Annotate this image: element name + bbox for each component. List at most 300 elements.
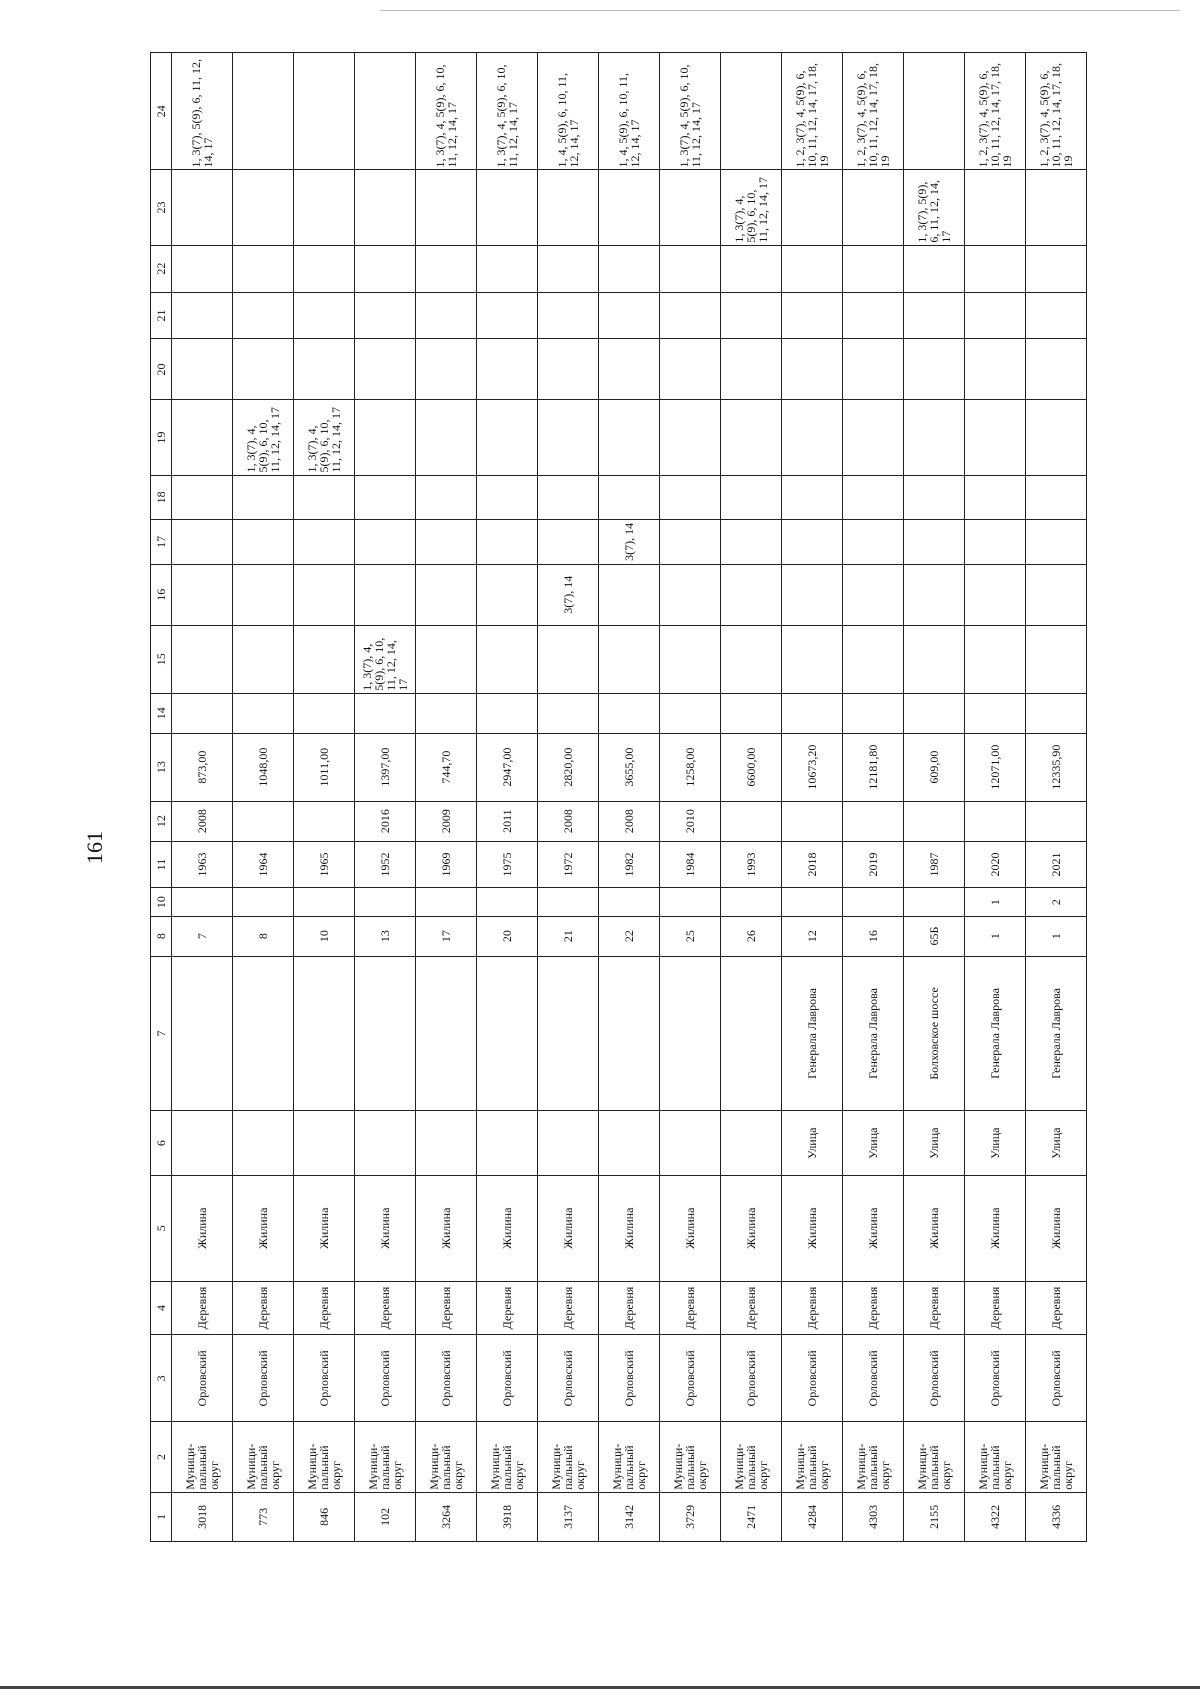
table-cell bbox=[965, 339, 1026, 400]
table-cell bbox=[477, 625, 538, 693]
table-cell bbox=[721, 245, 782, 292]
table-cell bbox=[416, 564, 477, 625]
table-cell bbox=[355, 53, 416, 171]
table-cell: Орловский bbox=[416, 1335, 477, 1422]
table-cell: Деревня bbox=[599, 1281, 660, 1335]
table-cell: Орловский bbox=[1026, 1335, 1087, 1422]
table-cell bbox=[843, 801, 904, 841]
column-header: 2 bbox=[151, 1422, 172, 1492]
table-cell bbox=[294, 520, 355, 565]
table-cell: Муници-пальный округ bbox=[721, 1422, 782, 1492]
column-header: 18 bbox=[151, 475, 172, 520]
table-cell: Орловский bbox=[355, 1335, 416, 1422]
bottom-scan-rule bbox=[0, 1686, 1200, 1689]
table-cell bbox=[416, 245, 477, 292]
table-cell bbox=[355, 400, 416, 475]
table-cell: 1 bbox=[965, 916, 1026, 956]
table-cell bbox=[843, 170, 904, 245]
table-cell bbox=[599, 400, 660, 475]
table-cell: 1397,00 bbox=[355, 733, 416, 801]
table-cell: Генерала Лаврова bbox=[782, 956, 843, 1111]
table-cell: 1, 3(7), 4, 5(9), 6, 10, 11, 12, 14, 17 bbox=[294, 400, 355, 475]
table-cell bbox=[416, 888, 477, 916]
table-cell bbox=[660, 956, 721, 1111]
table-cell bbox=[294, 564, 355, 625]
table-cell: Муници-пальный округ bbox=[416, 1422, 477, 1492]
table-cell: Орловский bbox=[538, 1335, 599, 1422]
table-cell bbox=[1026, 801, 1087, 841]
table-cell: 2471 bbox=[721, 1492, 782, 1541]
table-cell bbox=[294, 292, 355, 339]
table-cell bbox=[294, 475, 355, 520]
table-cell bbox=[721, 888, 782, 916]
table-cell: Деревня bbox=[782, 1281, 843, 1335]
table-cell: 1, 2, 3(7), 4, 5(9), 6, 10, 11, 12, 14, 17, 18, 19 bbox=[782, 53, 843, 171]
table-cell: Деревня bbox=[294, 1281, 355, 1335]
table-cell: 22 bbox=[599, 916, 660, 956]
table-cell: Муници-пальный округ bbox=[965, 1422, 1026, 1492]
table-cell: 12181,80 bbox=[843, 733, 904, 801]
table-cell bbox=[294, 170, 355, 245]
table-cell: 3264 bbox=[416, 1492, 477, 1541]
table-cell bbox=[1026, 170, 1087, 245]
table-cell: Улица bbox=[1026, 1111, 1087, 1176]
table-cell bbox=[294, 53, 355, 171]
table-cell bbox=[660, 520, 721, 565]
table-cell: 1, 3(7), 4, 5(9), 6, 10, 11, 12, 14, 17 bbox=[233, 400, 294, 475]
table-cell: 1, 2, 3(7), 4, 5(9), 6, 10, 11, 12, 14, 17, 18, 19 bbox=[965, 53, 1026, 171]
table-row bbox=[477, 53, 538, 1542]
table-cell bbox=[721, 339, 782, 400]
table-cell: 1258,00 bbox=[660, 733, 721, 801]
table-cell bbox=[904, 801, 965, 841]
table-cell bbox=[233, 245, 294, 292]
table-cell bbox=[538, 888, 599, 916]
table-cell bbox=[843, 693, 904, 733]
table-row bbox=[172, 53, 233, 1542]
table-row bbox=[355, 53, 416, 1542]
table-cell: 3142 bbox=[599, 1492, 660, 1541]
table-cell: 1, 2, 3(7), 4, 5(9), 6, 10, 11, 12, 14, 17, 18, 19 bbox=[1026, 53, 1087, 171]
table-cell: 3018 bbox=[172, 1492, 233, 1541]
table-cell: 2021 bbox=[1026, 841, 1087, 888]
table-cell bbox=[477, 888, 538, 916]
table-cell bbox=[477, 245, 538, 292]
table-body bbox=[172, 53, 1087, 1542]
table-row bbox=[721, 53, 782, 1542]
table-cell bbox=[660, 292, 721, 339]
table-cell bbox=[233, 520, 294, 565]
table-cell bbox=[782, 400, 843, 475]
table-cell bbox=[233, 564, 294, 625]
table-cell bbox=[904, 400, 965, 475]
table-cell bbox=[294, 339, 355, 400]
table-cell bbox=[1026, 475, 1087, 520]
table-cell bbox=[660, 888, 721, 916]
table-cell bbox=[904, 625, 965, 693]
table-cell bbox=[538, 475, 599, 520]
table-cell: Жилина bbox=[721, 1175, 782, 1281]
table-cell bbox=[965, 625, 1026, 693]
table-row bbox=[233, 53, 294, 1542]
table-cell bbox=[538, 625, 599, 693]
table-cell bbox=[904, 888, 965, 916]
table-cell bbox=[355, 245, 416, 292]
table-cell: 1964 bbox=[233, 841, 294, 888]
table-cell bbox=[721, 400, 782, 475]
column-header: 10 bbox=[151, 888, 172, 916]
table-cell bbox=[538, 1111, 599, 1176]
table-cell bbox=[660, 339, 721, 400]
table-cell bbox=[599, 245, 660, 292]
table-cell: Муници-пальный округ bbox=[599, 1422, 660, 1492]
table-cell: 65Б bbox=[904, 916, 965, 956]
table-cell bbox=[477, 170, 538, 245]
table-cell: Болховское шоссе bbox=[904, 956, 965, 1111]
table-cell: 2018 bbox=[782, 841, 843, 888]
table-cell bbox=[355, 339, 416, 400]
header-row bbox=[151, 53, 172, 1542]
table-cell: Орловский bbox=[172, 1335, 233, 1422]
table-cell: 10673,20 bbox=[782, 733, 843, 801]
table-cell bbox=[599, 956, 660, 1111]
table-cell bbox=[294, 245, 355, 292]
table-cell bbox=[355, 956, 416, 1111]
table-cell bbox=[965, 245, 1026, 292]
table-cell: Деревня bbox=[843, 1281, 904, 1335]
top-scan-rule bbox=[380, 10, 1180, 11]
table-row bbox=[1026, 53, 1087, 1542]
table-cell: Жилина bbox=[1026, 1175, 1087, 1281]
table-cell bbox=[416, 292, 477, 339]
table-cell: 7 bbox=[172, 916, 233, 956]
table-cell bbox=[599, 170, 660, 245]
table-cell: Жилина bbox=[355, 1175, 416, 1281]
table-cell: Орловский bbox=[599, 1335, 660, 1422]
table-cell bbox=[477, 1111, 538, 1176]
table-cell: Улица bbox=[843, 1111, 904, 1176]
page-number: 161 bbox=[82, 831, 107, 864]
table-cell bbox=[782, 888, 843, 916]
table-cell bbox=[172, 245, 233, 292]
table-cell: 20 bbox=[477, 916, 538, 956]
table-cell bbox=[782, 801, 843, 841]
table-cell: Улица bbox=[782, 1111, 843, 1176]
table-cell: 102 bbox=[355, 1492, 416, 1541]
column-header: 20 bbox=[151, 339, 172, 400]
table-cell bbox=[172, 475, 233, 520]
table-cell: 1 bbox=[1026, 916, 1087, 956]
table-cell bbox=[172, 564, 233, 625]
table-cell bbox=[233, 801, 294, 841]
table-cell bbox=[477, 292, 538, 339]
table-cell: Орловский bbox=[965, 1335, 1026, 1422]
table-cell: Улица bbox=[965, 1111, 1026, 1176]
table-cell bbox=[233, 888, 294, 916]
table-cell bbox=[416, 520, 477, 565]
table-cell: Муници-пальный округ bbox=[294, 1422, 355, 1492]
table-cell: Муници-пальный округ bbox=[904, 1422, 965, 1492]
table-cell bbox=[599, 1111, 660, 1176]
table-cell: Деревня bbox=[172, 1281, 233, 1335]
table-cell: Генерала Лаврова bbox=[843, 956, 904, 1111]
table-row bbox=[538, 53, 599, 1542]
table-cell: Жилина bbox=[843, 1175, 904, 1281]
table-cell: 3(7), 14 bbox=[538, 564, 599, 625]
table-cell: 10 bbox=[294, 916, 355, 956]
table-cell: Орловский bbox=[721, 1335, 782, 1422]
column-header: 11 bbox=[151, 841, 172, 888]
table-cell: 2008 bbox=[599, 801, 660, 841]
table-cell: 1969 bbox=[416, 841, 477, 888]
table-cell: 1, 4, 5(9), 6, 10, 11, 12, 14, 17 bbox=[538, 53, 599, 171]
table-cell bbox=[172, 170, 233, 245]
table-cell: 1965 bbox=[294, 841, 355, 888]
table-cell bbox=[904, 339, 965, 400]
table-cell: Жилина bbox=[172, 1175, 233, 1281]
table-cell: Муници-пальный округ bbox=[782, 1422, 843, 1492]
table-cell bbox=[599, 292, 660, 339]
table-cell bbox=[355, 888, 416, 916]
table-cell: 4322 bbox=[965, 1492, 1026, 1541]
table-cell bbox=[416, 339, 477, 400]
table-cell: Жилина bbox=[233, 1175, 294, 1281]
table-cell: Муници-пальный округ bbox=[1026, 1422, 1087, 1492]
table-cell: 1952 bbox=[355, 841, 416, 888]
table-cell: Орловский bbox=[477, 1335, 538, 1422]
table-cell: 3729 bbox=[660, 1492, 721, 1541]
table-cell bbox=[965, 801, 1026, 841]
table-cell bbox=[843, 339, 904, 400]
column-header: 7 bbox=[151, 956, 172, 1111]
table-cell bbox=[721, 1111, 782, 1176]
table-cell bbox=[355, 475, 416, 520]
table-cell bbox=[599, 339, 660, 400]
table-cell bbox=[843, 564, 904, 625]
table-cell: Деревня bbox=[477, 1281, 538, 1335]
table-cell bbox=[477, 564, 538, 625]
table-cell: 2019 bbox=[843, 841, 904, 888]
table-cell: 12 bbox=[782, 916, 843, 956]
table-cell: 2155 bbox=[904, 1492, 965, 1541]
table-cell bbox=[477, 400, 538, 475]
table-cell bbox=[416, 956, 477, 1111]
table-cell bbox=[294, 625, 355, 693]
column-header: 5 bbox=[151, 1175, 172, 1281]
table-cell bbox=[660, 564, 721, 625]
table-cell: 609,00 bbox=[904, 733, 965, 801]
table-cell: Жилина bbox=[416, 1175, 477, 1281]
table-cell bbox=[660, 245, 721, 292]
table-cell: 3655,00 bbox=[599, 733, 660, 801]
table-cell bbox=[660, 625, 721, 693]
table-cell: Деревня bbox=[721, 1281, 782, 1335]
table-cell: Жилина bbox=[538, 1175, 599, 1281]
table-cell bbox=[416, 170, 477, 245]
table-cell: Деревня bbox=[660, 1281, 721, 1335]
table-cell: Улица bbox=[904, 1111, 965, 1176]
table-cell: Генерала Лаврова bbox=[965, 956, 1026, 1111]
table-cell bbox=[233, 292, 294, 339]
table-cell: Орловский bbox=[660, 1335, 721, 1422]
table-cell: 1963 bbox=[172, 841, 233, 888]
table-cell: 13 bbox=[355, 916, 416, 956]
column-header: 12 bbox=[151, 801, 172, 841]
table-cell bbox=[538, 339, 599, 400]
table-cell bbox=[782, 292, 843, 339]
table-row bbox=[294, 53, 355, 1542]
table-cell bbox=[233, 170, 294, 245]
table-cell: Муници-пальный округ bbox=[843, 1422, 904, 1492]
table-cell bbox=[538, 245, 599, 292]
table-cell: Жилина bbox=[477, 1175, 538, 1281]
column-header: 14 bbox=[151, 693, 172, 733]
column-header: 19 bbox=[151, 400, 172, 475]
table-cell: 1984 bbox=[660, 841, 721, 888]
table-cell: 1, 3(7), 4, 5(9), 6, 10, 11, 12, 14, 17 bbox=[660, 53, 721, 171]
table-cell: Деревня bbox=[355, 1281, 416, 1335]
table-cell: 2820,00 bbox=[538, 733, 599, 801]
table-cell bbox=[1026, 520, 1087, 565]
column-header: 4 bbox=[151, 1281, 172, 1335]
table-cell bbox=[904, 520, 965, 565]
table-cell bbox=[1026, 625, 1087, 693]
table-cell bbox=[843, 625, 904, 693]
table-cell bbox=[721, 292, 782, 339]
table-cell: 773 bbox=[233, 1492, 294, 1541]
table-cell bbox=[172, 339, 233, 400]
table-cell bbox=[782, 625, 843, 693]
table-cell bbox=[1026, 693, 1087, 733]
table-cell: 4303 bbox=[843, 1492, 904, 1541]
table-cell bbox=[965, 170, 1026, 245]
table-cell bbox=[355, 693, 416, 733]
table-cell: Муници-пальный округ bbox=[477, 1422, 538, 1492]
table-cell bbox=[660, 1111, 721, 1176]
table-cell: 1, 3(7), 4, 5(9), 6, 10, 11, 12, 14, 17 bbox=[416, 53, 477, 171]
table-cell: 1, 3(7), 4, 5(9), 6, 10, 11, 12, 14, 17 bbox=[477, 53, 538, 171]
table-cell bbox=[172, 520, 233, 565]
table-cell: 26 bbox=[721, 916, 782, 956]
table-cell: 1048,00 bbox=[233, 733, 294, 801]
table-cell bbox=[538, 292, 599, 339]
table-cell bbox=[660, 170, 721, 245]
table-cell bbox=[172, 956, 233, 1111]
table-cell: 1, 2, 3(7), 4, 5(9), 6, 10, 11, 12, 14, 17, 18, 19 bbox=[843, 53, 904, 171]
table-cell: 2009 bbox=[416, 801, 477, 841]
table-cell bbox=[721, 564, 782, 625]
column-header: 17 bbox=[151, 520, 172, 565]
table-cell bbox=[172, 1111, 233, 1176]
table-cell: 1993 bbox=[721, 841, 782, 888]
table-cell bbox=[416, 475, 477, 520]
table-cell bbox=[416, 1111, 477, 1176]
table-cell: Деревня bbox=[538, 1281, 599, 1335]
table-cell bbox=[782, 520, 843, 565]
table-cell: Жилина bbox=[782, 1175, 843, 1281]
table-cell: 3137 bbox=[538, 1492, 599, 1541]
table-cell bbox=[782, 693, 843, 733]
table-cell bbox=[233, 475, 294, 520]
table-cell bbox=[843, 475, 904, 520]
table-cell: 846 bbox=[294, 1492, 355, 1541]
table-row bbox=[782, 53, 843, 1542]
table-cell: Муници-пальный округ bbox=[538, 1422, 599, 1492]
table-cell: 3(7), 14 bbox=[599, 520, 660, 565]
table-cell: Жилина bbox=[965, 1175, 1026, 1281]
table-cell bbox=[294, 888, 355, 916]
table-cell bbox=[538, 170, 599, 245]
table-cell bbox=[172, 888, 233, 916]
table-cell bbox=[1026, 564, 1087, 625]
table-cell bbox=[843, 292, 904, 339]
table-row bbox=[416, 53, 477, 1542]
table-cell: 1972 bbox=[538, 841, 599, 888]
table-cell bbox=[1026, 245, 1087, 292]
table-cell: Муници-пальный округ bbox=[355, 1422, 416, 1492]
table-cell: Деревня bbox=[416, 1281, 477, 1335]
column-header: 21 bbox=[151, 292, 172, 339]
table-cell: 21 bbox=[538, 916, 599, 956]
table-cell bbox=[172, 400, 233, 475]
table-cell: Деревня bbox=[233, 1281, 294, 1335]
column-header: 3 bbox=[151, 1335, 172, 1422]
table-cell bbox=[599, 888, 660, 916]
column-header: 15 bbox=[151, 625, 172, 693]
table-cell bbox=[904, 53, 965, 171]
table-cell bbox=[172, 693, 233, 733]
table-cell bbox=[782, 170, 843, 245]
table-cell bbox=[782, 475, 843, 520]
table-cell bbox=[477, 475, 538, 520]
table-cell bbox=[843, 520, 904, 565]
table-cell bbox=[721, 693, 782, 733]
table-cell bbox=[355, 170, 416, 245]
column-header: 13 bbox=[151, 733, 172, 801]
column-header: 16 bbox=[151, 564, 172, 625]
table-cell bbox=[660, 693, 721, 733]
table-cell bbox=[721, 53, 782, 171]
table-cell: 12071,00 bbox=[965, 733, 1026, 801]
table-cell bbox=[172, 625, 233, 693]
table-cell bbox=[233, 625, 294, 693]
table-cell: 12335,90 bbox=[1026, 733, 1087, 801]
table-cell: 1, 3(7), 4, 5(9), 6, 10, 11, 12, 14, 17 bbox=[355, 625, 416, 693]
table-cell bbox=[355, 1111, 416, 1176]
table-cell: 25 bbox=[660, 916, 721, 956]
table-cell bbox=[721, 625, 782, 693]
table-cell bbox=[660, 475, 721, 520]
table-cell: Орловский bbox=[233, 1335, 294, 1422]
table-cell: 2011 bbox=[477, 801, 538, 841]
table-cell: Орловский bbox=[904, 1335, 965, 1422]
table-cell: 1, 3(7), 5(9), 6, 11, 12, 14, 17 bbox=[172, 53, 233, 171]
table-cell bbox=[965, 520, 1026, 565]
table-cell bbox=[965, 475, 1026, 520]
table-cell bbox=[599, 475, 660, 520]
table-cell: 16 bbox=[843, 916, 904, 956]
table-cell bbox=[904, 693, 965, 733]
table-cell: 873,00 bbox=[172, 733, 233, 801]
table-cell bbox=[965, 400, 1026, 475]
table-cell bbox=[233, 339, 294, 400]
table-cell bbox=[1026, 339, 1087, 400]
table-cell bbox=[1026, 400, 1087, 475]
table-cell bbox=[416, 400, 477, 475]
table-cell: 2008 bbox=[172, 801, 233, 841]
table-cell bbox=[599, 564, 660, 625]
table-cell bbox=[782, 245, 843, 292]
